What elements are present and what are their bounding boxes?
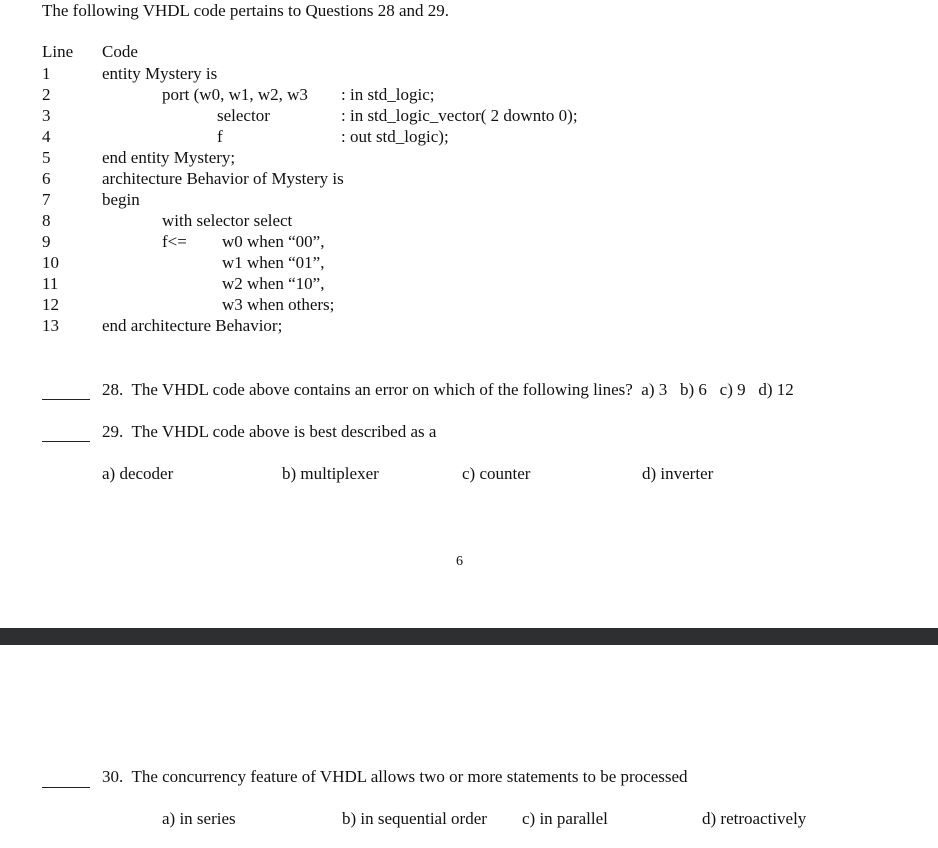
line-number: 8 (42, 211, 51, 230)
q30-option-d: d) retroactively (702, 809, 807, 828)
line-number: 1 (42, 64, 51, 83)
question-29: 29. The VHDL code above is best described as a (102, 422, 437, 441)
code-line-2-type: : in std_logic; (341, 85, 435, 104)
code-line-10: w1 when “01”, (222, 253, 325, 272)
line-number: 3 (42, 106, 51, 125)
q30-option-b: b) in sequential order (342, 809, 487, 828)
code-line-9-assign: f<= (162, 232, 187, 251)
code-line-1: entity Mystery is (102, 64, 218, 83)
q30-option-c: c) in parallel (522, 809, 608, 828)
answer-blank-29[interactable] (42, 441, 90, 442)
line-header: Line (42, 42, 74, 61)
page-number: 6 (456, 554, 463, 569)
question-28: 28. The VHDL code above contains an error on which of the following lines? a) 3 b) 6 c) 9 d) 12 (102, 380, 794, 399)
line-number: 7 (42, 190, 51, 209)
line-number: 9 (42, 232, 51, 251)
code-line-5: end entity Mystery; (102, 148, 236, 167)
code-line-9-expr: w0 when “00”, (222, 232, 325, 251)
intro-text: The following VHDL code pertains to Questions 28 and 29. (42, 1, 449, 20)
code-header: Code (102, 42, 138, 61)
code-line-12: w3 when others; (222, 295, 335, 314)
line-number: 10 (42, 253, 59, 272)
q29-option-d: d) inverter (642, 464, 714, 483)
q29-option-b: b) multiplexer (282, 464, 379, 483)
code-line-7: begin (102, 190, 140, 209)
question-30: 30. The concurrency feature of VHDL allows two or more statements to be processed (102, 767, 688, 786)
code-line-4-port: f (217, 127, 223, 146)
code-line-6: architecture Behavior of Mystery is (102, 169, 344, 188)
q29-option-a: a) decoder (102, 464, 174, 483)
line-number: 11 (42, 274, 59, 293)
line-number: 2 (42, 85, 51, 104)
q29-option-c: c) counter (462, 464, 531, 483)
line-number: 13 (42, 316, 59, 335)
code-line-3-type: : in std_logic_vector( 2 downto 0); (341, 106, 578, 125)
code-line-11: w2 when “10”, (222, 274, 325, 293)
answer-blank-30[interactable] (42, 787, 90, 788)
code-line-2-port: port (w0, w1, w2, w3 (162, 85, 308, 104)
line-number: 4 (42, 127, 51, 146)
page-divider (0, 628, 938, 645)
code-line-8: with selector select (162, 211, 293, 230)
line-number: 5 (42, 148, 51, 167)
line-number: 6 (42, 169, 51, 188)
code-line-3-port: selector (217, 106, 270, 125)
q30-option-a: a) in series (162, 809, 236, 828)
answer-blank-28[interactable] (42, 399, 90, 400)
code-line-13: end architecture Behavior; (102, 316, 283, 335)
line-number: 12 (42, 295, 59, 314)
code-line-4-type: : out std_logic); (341, 127, 449, 146)
